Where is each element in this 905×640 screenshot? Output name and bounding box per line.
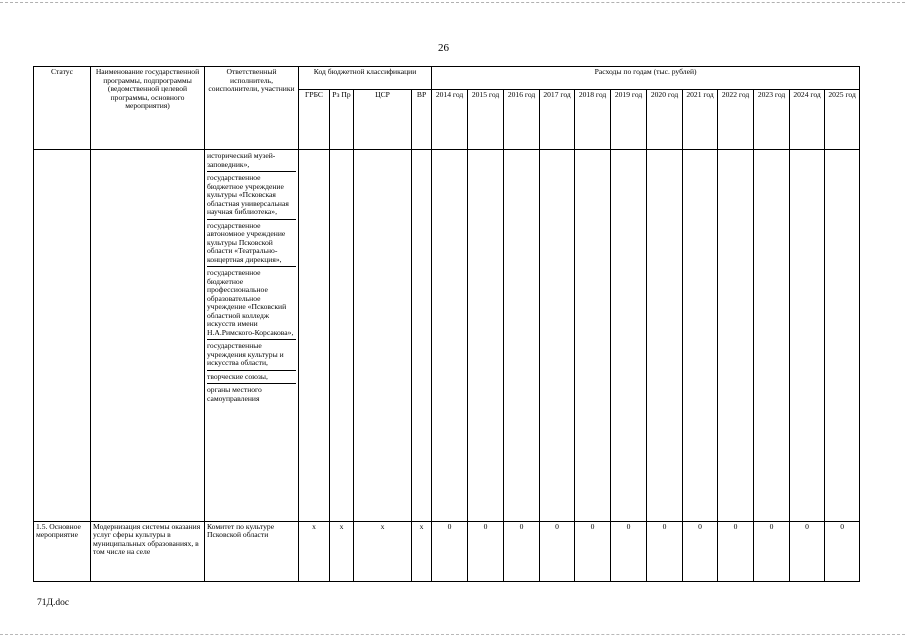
row-status: 1.5. Основное мероприятие <box>34 521 91 581</box>
row-value: 0 <box>790 521 825 581</box>
header-budget-code: Код бюджетной классификации <box>299 67 432 90</box>
header-year: 2022 год <box>718 90 754 150</box>
participant-entry: государственные учреждения культуры и искусства области, <box>207 341 296 371</box>
header-year: 2015 год <box>468 90 504 150</box>
cell-empty <box>611 150 647 521</box>
cell-empty <box>330 150 354 521</box>
participant-entry: государственное автономное учреждение культуры Псковской области «Театрально-концертная дирекция», <box>207 221 296 268</box>
row-executor: Комитет по культуре Псковской области <box>205 521 299 581</box>
row-csr: х <box>354 521 412 581</box>
cell-empty <box>718 150 754 521</box>
cell-empty <box>683 150 718 521</box>
page-number: 26 <box>438 42 449 54</box>
budget-table <box>33 66 860 582</box>
participant-entry: государственное бюджетное учреждение культуры «Псковская областная универсальная научная библиотека», <box>207 173 296 220</box>
cell-empty <box>34 150 91 521</box>
cell-empty <box>540 150 575 521</box>
row-vr: х <box>412 521 432 581</box>
header-year: 2020 год <box>647 90 683 150</box>
footer-file-name: 71Д.doc <box>37 598 70 608</box>
header-grbs: ГРБС <box>299 90 330 150</box>
header-vr: ВР <box>412 90 432 150</box>
cell-empty <box>354 150 412 521</box>
row-value: 0 <box>432 521 468 581</box>
row-value: 0 <box>647 521 683 581</box>
scan-edge-top <box>0 2 905 3</box>
cell-empty <box>412 150 432 521</box>
cell-empty <box>299 150 330 521</box>
header-expenses: Расходы по годам (тыс. рублей) <box>432 67 860 90</box>
table-row-1-5 <box>34 521 860 581</box>
row-value: 0 <box>825 521 860 581</box>
header-year: 2023 год <box>754 90 790 150</box>
cell-empty <box>754 150 790 521</box>
header-csr: ЦСР <box>354 90 412 150</box>
header-year: 2017 год <box>540 90 575 150</box>
participants-cell <box>205 150 299 521</box>
row-value: 0 <box>718 521 754 581</box>
cell-empty <box>647 150 683 521</box>
row-value: 0 <box>611 521 647 581</box>
cell-empty <box>825 150 860 521</box>
cell-empty <box>432 150 468 521</box>
row-value: 0 <box>540 521 575 581</box>
header-executor: Ответственный исполнитель, соисполнители, участники <box>205 67 299 150</box>
row-name: Модернизация системы оказания услуг сферы культуры в муниципальных образованиях, в том числе на селе <box>91 521 205 581</box>
header-year: 2021 год <box>683 90 718 150</box>
header-year: 2016 год <box>504 90 540 150</box>
header-rzpr: Рз Пр <box>330 90 354 150</box>
cell-empty <box>91 150 205 521</box>
header-year: 2014 год <box>432 90 468 150</box>
header-status: Статус <box>34 67 91 150</box>
participant-entry: исторический музей-заповедник», <box>207 151 296 172</box>
continued-row <box>34 150 860 521</box>
header-name: Наименование государственной программы, подпрограммы (ведомственной целевой программы, основного мероприятия) <box>91 67 205 150</box>
row-value: 0 <box>683 521 718 581</box>
header-year: 2018 год <box>575 90 611 150</box>
scan-edge-bottom <box>0 634 905 635</box>
participant-entry: государственное бюджетное профессиональное образовательное учреждение «Псковский областной колледж искусств имени Н.А.Римского-Корсакова», <box>207 268 296 340</box>
cell-empty <box>790 150 825 521</box>
cell-empty <box>468 150 504 521</box>
header-year: 2019 год <box>611 90 647 150</box>
participant-entry: творческие союзы, <box>207 372 296 385</box>
row-grbs: х <box>299 521 330 581</box>
header-year: 2024 год <box>790 90 825 150</box>
row-value: 0 <box>754 521 790 581</box>
row-value: 0 <box>575 521 611 581</box>
header-year: 2025 год <box>825 90 860 150</box>
cell-empty <box>575 150 611 521</box>
participant-entry: органы местного самоуправления <box>207 385 262 403</box>
cell-empty <box>504 150 540 521</box>
row-rzpr: х <box>330 521 354 581</box>
row-value: 0 <box>504 521 540 581</box>
row-value: 0 <box>468 521 504 581</box>
header-row-top <box>34 67 860 90</box>
